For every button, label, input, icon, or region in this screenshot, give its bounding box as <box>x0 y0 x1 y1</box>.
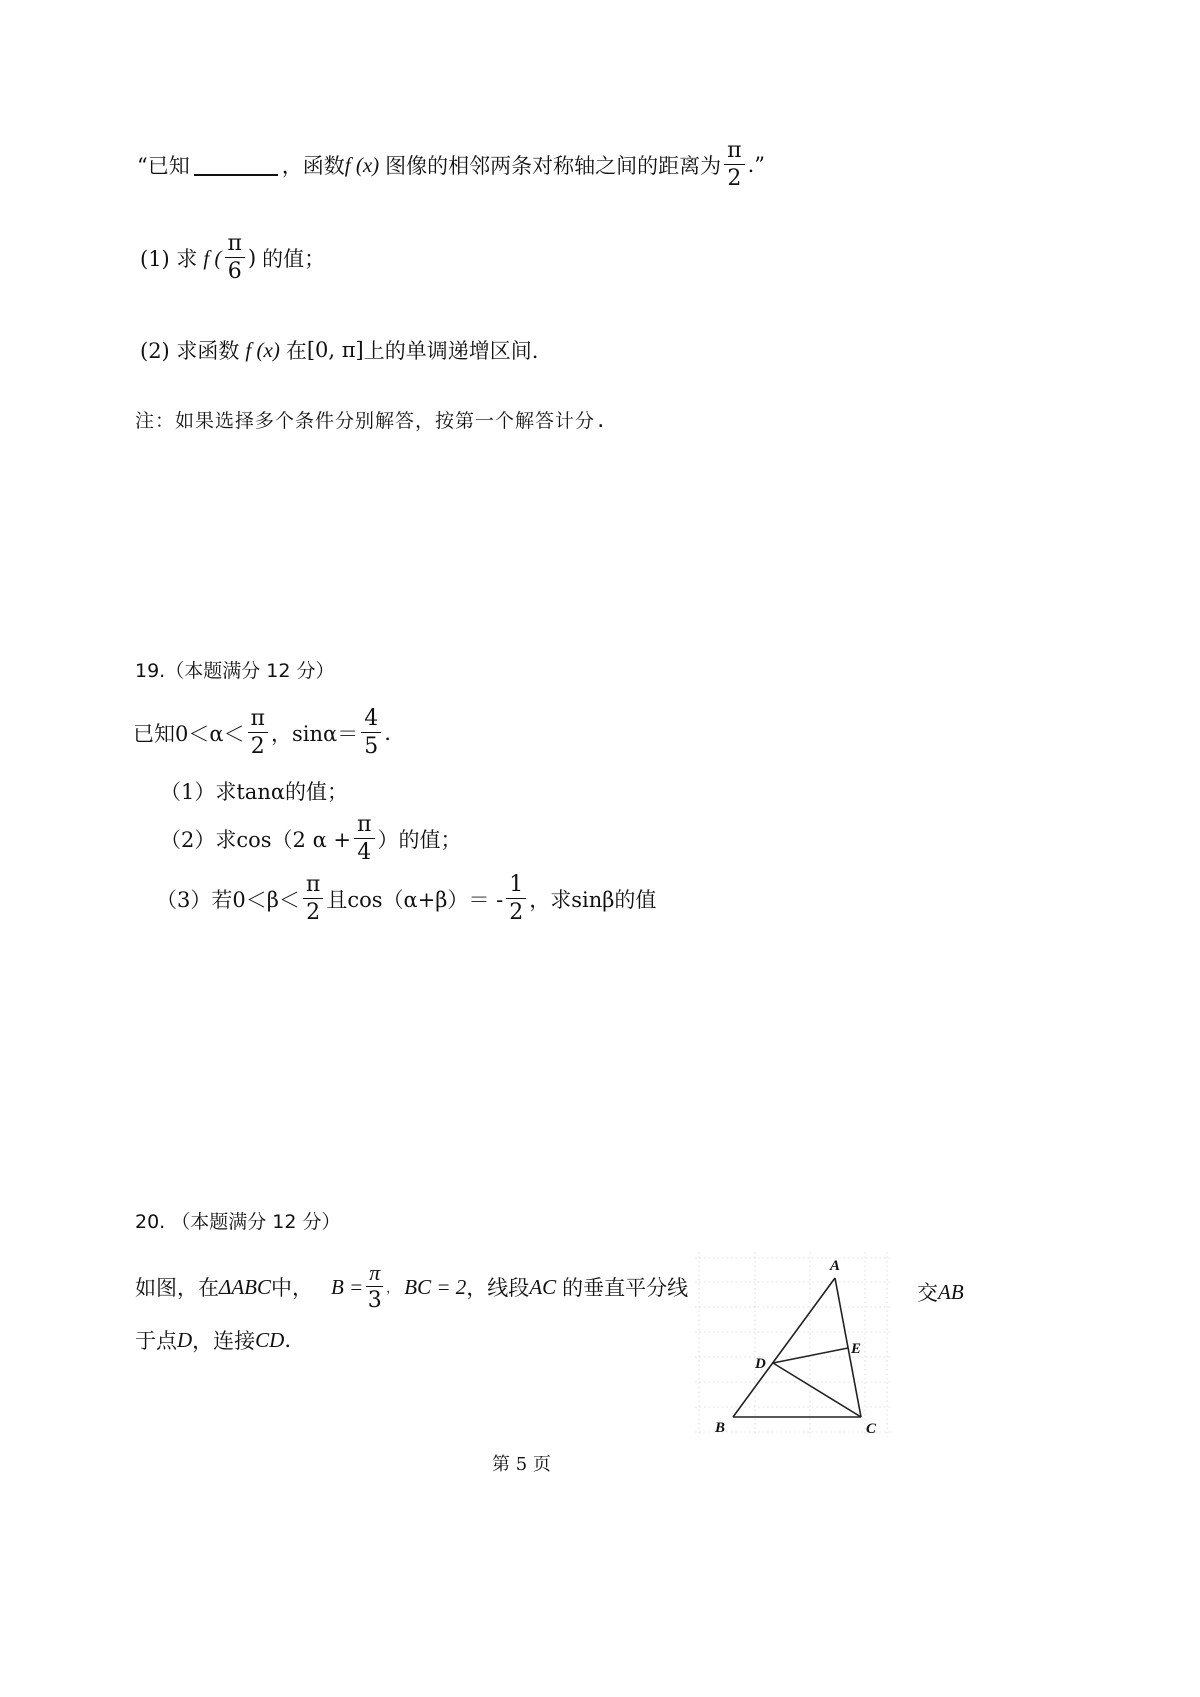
q20-line2-a: 于点 <box>135 1329 177 1353</box>
q18-intro-fx: f (x) <box>344 152 380 177</box>
q18-part1-f: f ( <box>203 245 222 270</box>
q18-part1-a: (1) 求 <box>140 247 198 271</box>
q19-given-frac: $\frac{\pi}{2}$ <box>248 708 268 758</box>
q18-intro-b: ，函数 <box>281 154 345 178</box>
label-b: B <box>715 1420 726 1436</box>
q18-part2 <box>140 335 538 365</box>
q19-part3-frac1: $\frac{\pi}{2}$ <box>303 874 323 924</box>
q20-cd: CD <box>255 1327 285 1352</box>
q18-intro-frac: $\frac{\pi}{2}$ <box>724 140 744 190</box>
q20-line1-tail <box>917 1277 964 1307</box>
q20-ab: AB <box>938 1279 964 1304</box>
q20-line1-e: 交 <box>917 1281 938 1305</box>
label-e: E <box>851 1341 862 1357</box>
q19-part2-a: （2）求cos（2 α + <box>160 828 352 852</box>
q18-intro-c: 图像的相邻两条对称轴之间的距离为 <box>385 154 722 178</box>
q20-angle-frac: $\frac{\pi}{3}$ <box>367 1260 382 1313</box>
q18-part2-interval: [0, π] <box>306 338 364 362</box>
q18-part2-c: 上的单调递增区间. <box>363 339 539 363</box>
q20-line1-a: 如图，在 <box>135 1276 219 1300</box>
q19-part3-frac2: $\frac{1}{2}$ <box>506 874 526 924</box>
q20-line2 <box>135 1325 291 1355</box>
q20-point-d: D <box>177 1327 193 1352</box>
q18-note: 注：如果选择多个条件分别解答，按第一个解答计分. <box>135 410 608 432</box>
q19-part2-frac: $\frac{\pi}{4}$ <box>354 814 374 864</box>
q20-header: 20. （本题满分 12 分） <box>135 1211 341 1233</box>
q19-part1: （1）求tanα的值； <box>160 780 349 804</box>
q20-line1 <box>135 1262 688 1312</box>
q19-sin-frac: $\frac{4}{5}$ <box>361 708 381 758</box>
q20-ac: AC <box>529 1274 557 1299</box>
q18-part2-b: 在 <box>285 339 307 363</box>
q18-intro-a: “已知 <box>137 154 190 178</box>
label-a: A <box>830 1258 841 1274</box>
q18-intro-line <box>137 140 765 190</box>
q20-angle-b: B = <box>331 1274 364 1299</box>
segment-ab <box>733 1278 835 1417</box>
label-c: C <box>866 1421 877 1437</box>
page-number: 第 5 页 <box>492 1454 551 1475</box>
q18-part2-fx: f (x) <box>245 337 280 362</box>
q19-given <box>133 708 391 758</box>
q19-part3 <box>156 874 656 924</box>
q19-given-b: ，sinα＝ <box>271 722 359 746</box>
q19-part3-a: （3）若0＜β＜ <box>156 888 300 912</box>
segment-dc <box>773 1363 861 1417</box>
q20-bc: BC = 2 <box>404 1274 467 1299</box>
q18-part1-frac: $\frac{\pi}{6}$ <box>225 233 245 283</box>
q19-part3-c: ，求sinβ的值 <box>529 888 657 912</box>
triangle-figure <box>695 1252 895 1442</box>
q20-line2-end: . <box>284 1328 292 1352</box>
q18-part1 <box>140 233 325 283</box>
q18-part1-b: 的值； <box>262 247 326 271</box>
q20-line1-c: ，线段 <box>466 1276 530 1300</box>
q19-header: 19.（本题满分 12 分） <box>135 660 335 682</box>
segment-de <box>773 1348 848 1363</box>
q20-triangle: ΔABC <box>219 1274 271 1299</box>
q18-part2-a: (2) 求函数 <box>140 339 240 363</box>
q18-answer-blank <box>194 154 278 176</box>
q19-given-end: . <box>384 721 391 745</box>
q20-comma: ， <box>386 1280 399 1295</box>
q20-line1-b: 中， <box>271 1276 313 1300</box>
q19-part2-b: ）的值； <box>377 828 462 852</box>
q19-given-a: 已知0＜α＜ <box>133 722 245 746</box>
label-d: D <box>755 1356 766 1372</box>
q19-part3-b: 且cos（α+β）＝ - <box>326 888 504 912</box>
q18-intro-end: .” <box>747 153 766 177</box>
q20-line1-d: 的垂直平分线 <box>562 1276 689 1300</box>
q18-part1-close: ) <box>247 246 257 270</box>
q20-line2-b: ，连接 <box>192 1329 256 1353</box>
q19-part2 <box>160 814 462 864</box>
